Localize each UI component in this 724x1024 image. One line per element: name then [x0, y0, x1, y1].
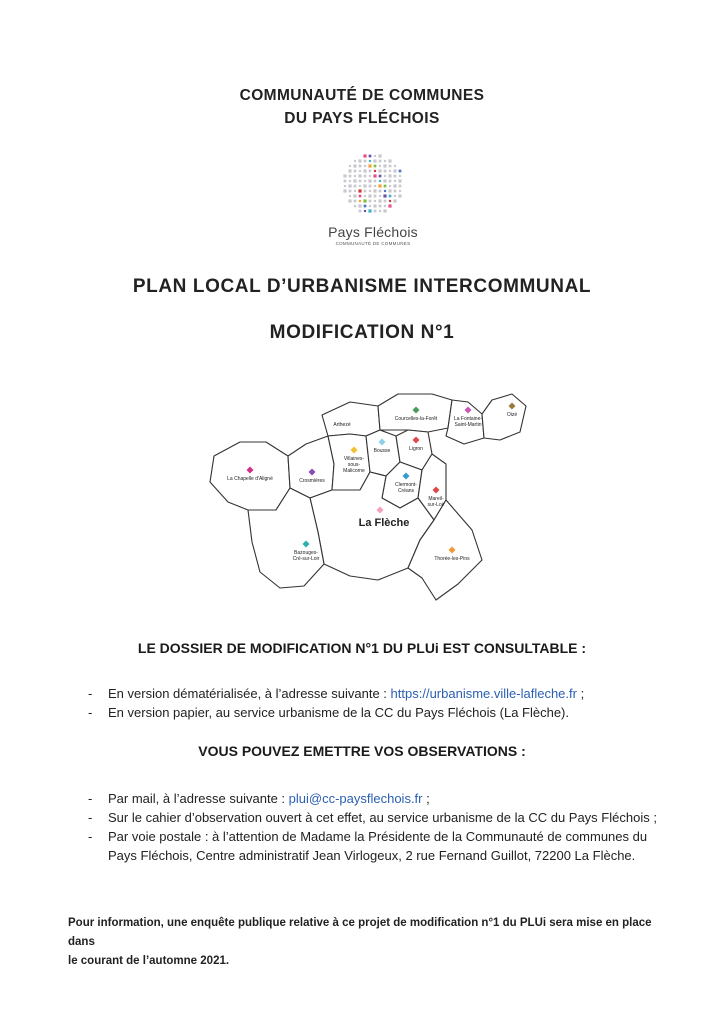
logo-tile — [353, 179, 356, 182]
logo-tile — [364, 210, 366, 212]
label-villaines-3: Malicorne — [343, 468, 365, 474]
logo-tile — [354, 160, 356, 162]
logo-tile — [359, 200, 361, 202]
logo-tile — [394, 190, 397, 193]
logo-tile — [384, 205, 386, 207]
logo-tile — [363, 184, 366, 187]
commune-courcelles-shape — [378, 394, 452, 432]
logo-tile — [344, 180, 347, 183]
logo-tile — [389, 195, 392, 198]
logo-tile — [374, 155, 376, 157]
logo-tile — [368, 209, 371, 212]
label-ligron: Ligron — [409, 446, 423, 452]
logo-tile — [348, 169, 351, 172]
logo-tile — [383, 164, 386, 167]
label-arthezé: Arthezé — [333, 422, 351, 428]
logo-tile — [353, 194, 356, 197]
logo-tile — [354, 175, 356, 177]
label-clermont-1: Clermont- — [395, 482, 417, 488]
list-dash: - — [88, 705, 93, 720]
header-line-1: COMMUNAUTÉ DE COMMUNES — [239, 87, 485, 104]
logo-tile — [368, 194, 371, 197]
logo-tile — [379, 175, 382, 178]
list-dash: - — [88, 829, 93, 844]
logo-tile — [349, 190, 352, 193]
logo-tile — [364, 195, 366, 197]
logo-tile — [349, 165, 351, 167]
logo-tile — [358, 174, 361, 177]
obs-item-1-tail: ; — [422, 791, 430, 806]
observations-heading: VOUS POUVEZ EMETTRE VOS OBSERVATIONS : — [198, 743, 526, 759]
list-item — [88, 684, 688, 703]
logo-tile — [383, 194, 386, 197]
list-item — [88, 827, 688, 865]
logo-tile — [343, 174, 346, 177]
logo-tile — [394, 175, 397, 178]
logo-mosaic-icon — [318, 150, 428, 224]
logo-tile — [393, 199, 396, 202]
logo-tile — [373, 174, 376, 177]
label-la-fleche: La Flèche — [358, 517, 410, 529]
label-fontaine-1: La Fontaine- — [453, 416, 483, 422]
logo-tile — [369, 155, 372, 158]
urbanisme-link[interactable]: https://urbanisme.ville-lafleche.fr — [390, 686, 577, 701]
consult-item-1-text: En version dématérialisée, à l’adresse suivante : — [108, 686, 391, 701]
logo-tile — [359, 210, 362, 213]
commune-crosmieres-shape — [288, 436, 334, 498]
logo-tile — [379, 165, 381, 167]
observations-list — [88, 789, 688, 865]
logo-tile — [399, 170, 402, 173]
footer-line-2: le courant de l’automne 2021. — [68, 955, 230, 967]
logo-tile — [379, 180, 381, 182]
list-dash: - — [88, 791, 93, 806]
label-villaines-2: sous- — [347, 462, 361, 468]
logo-tile — [374, 185, 376, 187]
logo-tile — [394, 180, 396, 182]
communes-map — [200, 380, 530, 610]
logo-tile — [394, 165, 396, 167]
modification-title: MODIFICATION N°1 — [269, 322, 455, 343]
logo-tile — [343, 189, 346, 192]
logo-tile — [363, 199, 366, 202]
commune-arthezé-shape — [322, 402, 380, 436]
obs-item-1-text: Par mail, à l’adresse suivante : — [108, 791, 289, 806]
logo-tile — [374, 165, 377, 168]
label-crosmieres: Crosmières — [299, 478, 325, 484]
label-mareil-2: sur-Loir — [427, 502, 445, 508]
list-item — [88, 808, 688, 827]
logo-tile — [389, 185, 391, 187]
logo-tile — [349, 180, 351, 182]
logo-tile — [373, 189, 376, 192]
logo-tile — [383, 179, 386, 182]
list-dash: - — [88, 686, 93, 701]
logo-tile — [354, 190, 356, 192]
logo-tile — [369, 205, 371, 207]
logo-tile — [364, 165, 366, 167]
footer-note — [68, 914, 678, 971]
label-villaines-1: Villaines- — [343, 456, 365, 462]
logo-tile — [369, 175, 371, 177]
logo-tile — [354, 205, 356, 207]
label-courcelles: Courcelles-la-Forêt — [394, 416, 438, 422]
logo-tile — [364, 180, 366, 182]
logo-tile — [384, 170, 387, 173]
logo-tile — [368, 179, 371, 182]
logo-tile — [389, 165, 392, 168]
logo-tile — [369, 170, 372, 173]
logo-tile — [368, 164, 371, 167]
logo-tile — [359, 170, 361, 172]
email-link[interactable]: plui@cc-paysflechois.fr — [288, 791, 423, 806]
logo-tile — [374, 195, 377, 198]
logo-tile — [354, 170, 357, 173]
commune-oize-shape — [482, 394, 526, 440]
logo-tile — [359, 185, 361, 187]
logo-tile — [393, 184, 396, 187]
logo-tile — [353, 164, 356, 167]
logo-tile — [359, 195, 362, 198]
logo-tile — [374, 180, 377, 183]
logo-tile — [379, 205, 382, 208]
pays-flechois-logo — [318, 150, 428, 246]
logo-tile — [359, 180, 362, 183]
label-mareil-1: Mareil- — [428, 496, 444, 502]
logo-tile — [388, 204, 391, 207]
label-oize: Oizé — [506, 412, 518, 418]
logo-tile — [374, 200, 376, 202]
logo-tile — [358, 204, 361, 207]
label-bousse: Bousse — [373, 448, 391, 454]
logo-tile — [374, 170, 376, 172]
logo-tile — [378, 199, 381, 202]
logo-name: Pays Fléchois — [328, 224, 418, 240]
logo-tile — [389, 200, 391, 202]
logo-tile — [358, 189, 361, 192]
logo-tile — [373, 204, 376, 207]
logo-tile — [349, 175, 352, 178]
logo-tile — [378, 184, 381, 187]
logo-tile — [364, 190, 367, 193]
obs-item-2-text: Sur le cahier d’observation ouvert à cet effet, au service urbanisme de la CC du Pays Fléchois ; — [108, 810, 657, 825]
logo-tile — [369, 200, 372, 203]
label-bazouges-1: Bazouges- — [294, 550, 318, 556]
logo-tile — [383, 209, 386, 212]
logo-tile — [354, 185, 357, 188]
logo-tile — [354, 200, 357, 203]
consult-item-2-text: En version papier, au service urbanisme de la CC du Pays Fléchois (La Flèche). — [108, 705, 569, 720]
logo-tile — [348, 199, 351, 202]
logo-tile — [363, 154, 366, 157]
logo-tile — [388, 174, 391, 177]
logo-tile — [364, 175, 367, 178]
logo-tile — [344, 185, 346, 187]
logo-tile — [384, 190, 386, 192]
logo-tile — [384, 200, 387, 203]
logo-tile — [388, 159, 391, 162]
logo-tile — [384, 185, 387, 188]
logo-tile — [379, 195, 381, 197]
logo-tile — [349, 195, 351, 197]
logo-tile — [393, 169, 396, 172]
logo-tile — [348, 184, 351, 187]
obs-item-3-line-2: Pays Fléchois, Centre administratif Jean Virlogeux, 2 rue Fernand Guillot, 72200 La Flèche. — [108, 848, 636, 863]
logo-tile — [363, 169, 366, 172]
logo-tile — [379, 160, 382, 163]
plan-title: PLAN LOCAL D’URBANISME INTERCOMMUNAL — [132, 276, 592, 297]
logo-tile — [378, 154, 381, 157]
logo-tile — [399, 185, 402, 188]
logo-tile — [374, 210, 377, 213]
logo-tile — [389, 170, 391, 172]
logo-tile — [369, 160, 371, 162]
logo-tile — [399, 190, 401, 192]
logo-tile — [378, 169, 381, 172]
footer-line-1: Pour information, une enquête publique relative à ce projet de modification n°1 du PLUi sera mise en place dans — [68, 917, 652, 948]
logo-tile — [379, 210, 381, 212]
consult-item-1-tail: ; — [576, 686, 585, 701]
logo-tile — [373, 159, 376, 162]
logo-tile — [369, 190, 371, 192]
logo-tile — [399, 175, 401, 177]
logo-tile — [384, 160, 386, 162]
logo-tile — [359, 165, 362, 168]
logo-tile — [389, 180, 392, 183]
logo-tile — [364, 160, 367, 163]
logo-tile — [369, 185, 372, 188]
logo-subtitle: COMMUNAUTÉ DE COMMUNES — [335, 241, 411, 246]
logo-tile — [358, 159, 361, 162]
logo-tile — [388, 189, 391, 192]
consult-heading: LE DOSSIER DE MODIFICATION N°1 DU PLUi EST CONSULTABLE : — [137, 640, 587, 656]
label-bazouges-2: Cré-sur-Loir — [292, 556, 320, 562]
label-thoree: Thorée-les-Pins — [434, 556, 470, 562]
label-fontaine-2: Saint-Martin — [454, 422, 482, 428]
logo-tile — [398, 179, 401, 182]
logo-tile — [394, 195, 396, 197]
obs-item-3-line-1: Par voie postale : à l’attention de Madame la Présidente de la Communauté de communes du — [108, 829, 648, 844]
list-item — [88, 703, 688, 722]
communes-map-svg — [200, 380, 530, 610]
label-clermont-2: Créans — [397, 488, 415, 494]
logo-tile — [398, 194, 401, 197]
list-item — [88, 789, 688, 808]
logo-tile — [384, 175, 386, 177]
consult-list — [88, 684, 688, 722]
list-dash: - — [88, 810, 93, 825]
logo-tile — [364, 205, 367, 208]
header-line-2: DU PAYS FLÉCHOIS — [284, 110, 440, 127]
logo-tile — [379, 190, 382, 193]
label-chapelle: La Chapelle d'Aligné — [227, 476, 273, 482]
